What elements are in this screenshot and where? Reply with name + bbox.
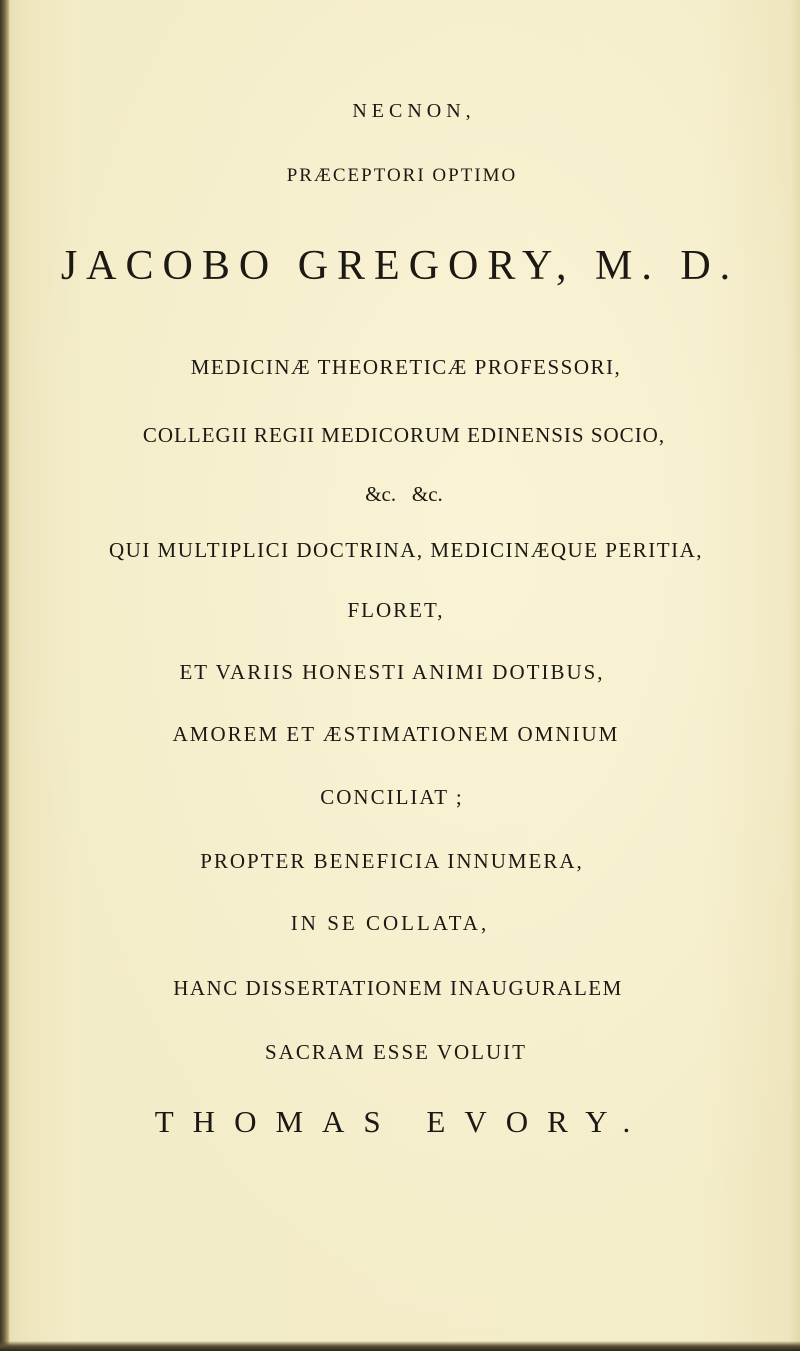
dedicatee-title-professor: MEDICINÆ THEORETICÆ PROFESSORI, (190, 355, 622, 379)
dedication-hanc: HANC DISSERTATIONEM INAUGURALEM (173, 976, 623, 1000)
dedication-conciliat: CONCILIAT ; (320, 785, 464, 809)
dedication-praeceptori: PRÆCEPTORI OPTIMO (286, 165, 518, 186)
dedicatee-title-college: COLLEGII REGII MEDICORUM EDINENSIS SOCIO, (142, 423, 666, 447)
dedication-variis: ET VARIIS HONESTI ANIMI DOTIBUS, (179, 660, 605, 684)
dedication-propter: PROPTER BENEFICIA INNUMERA, (200, 849, 584, 873)
dedication-necnon: NECNON, (352, 100, 476, 122)
dedicatee-name: JACOBO GREGORY, M. D. (60, 243, 740, 289)
dedication-floret: FLORET, (347, 598, 445, 622)
dedication-in-se: IN SE COLLATA, (290, 911, 490, 935)
dedication-sacram: SACRAM ESSE VOLUIT (265, 1040, 527, 1064)
dedication-qui: QUI MULTIPLICI DOCTRINA, MEDICINÆQUE PERITIA, (108, 538, 704, 562)
page-bottom-edge (0, 1341, 800, 1351)
dedication-etc: &c. &c. (365, 482, 443, 506)
dedication-amorem: AMOREM ET ÆSTIMATIONEM OMNIUM (172, 722, 620, 746)
author-name: THOMAS EVORY. (154, 1104, 650, 1139)
